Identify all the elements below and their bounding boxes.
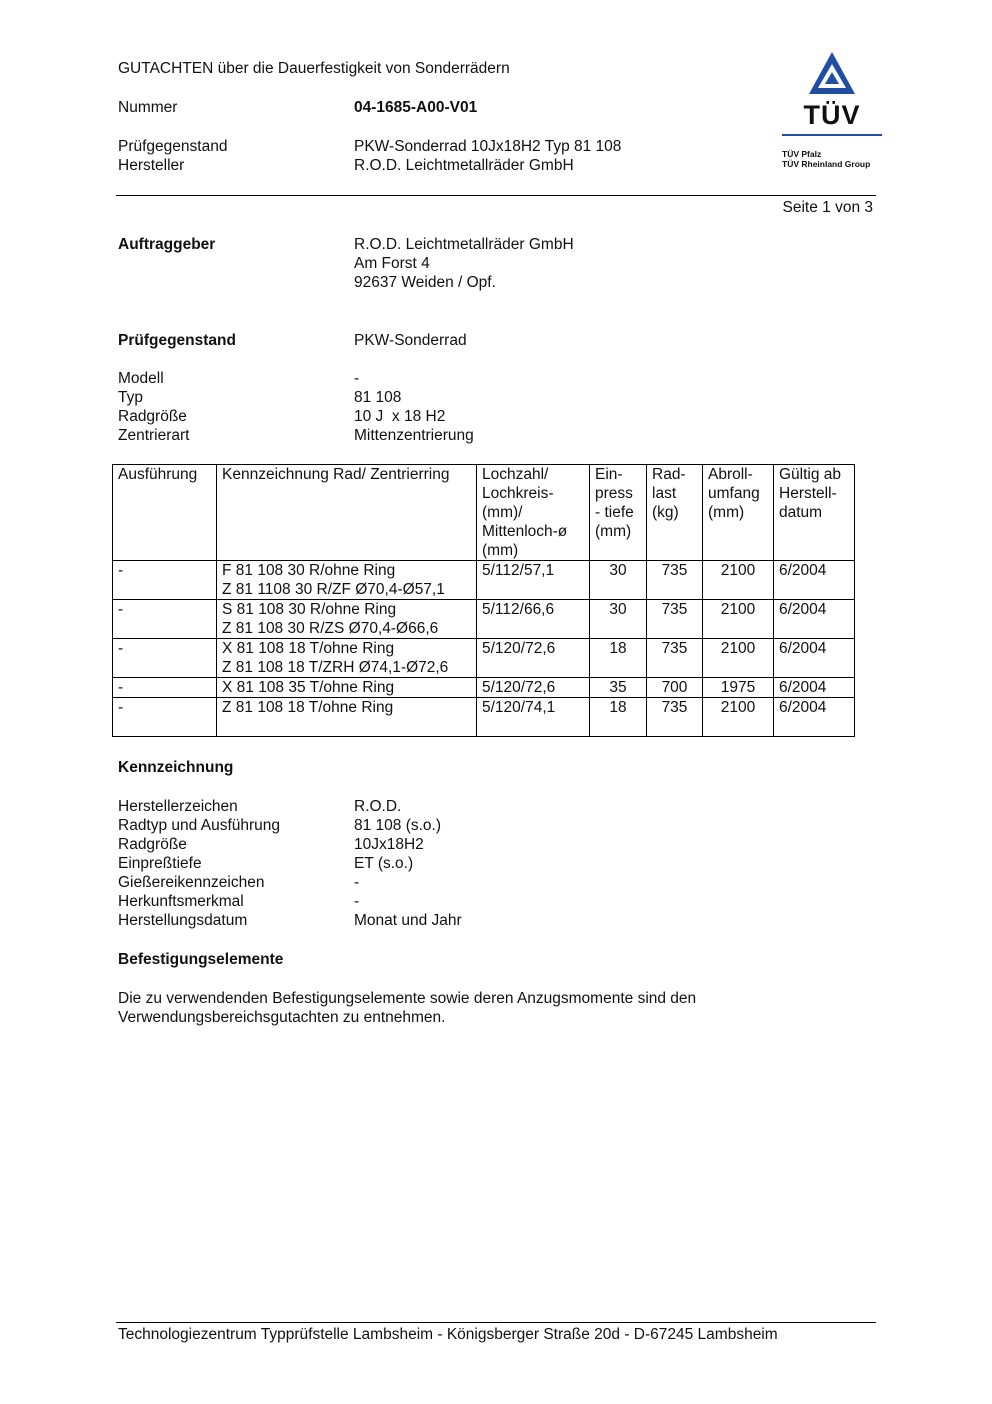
marking-value: - — [354, 893, 360, 910]
marking-value: 10Jx18H2 — [354, 836, 424, 853]
fastening-heading: Befestigungselemente — [118, 951, 284, 968]
spec-value-zentrierart: Mittenzentrierung — [354, 427, 474, 444]
number-value: 04-1685-A00-V01 — [354, 99, 478, 116]
table-cell: 2100 — [703, 600, 774, 639]
client-label: Auftraggeber — [118, 236, 216, 253]
table-header-cell: Ein- press - tiefe (mm) — [590, 465, 647, 561]
document-title: GUTACHTEN über die Dauerfestigkeit von Sonderrädern — [118, 60, 510, 77]
table-cell: 35 — [590, 678, 647, 698]
table-row — [113, 698, 855, 737]
table-header-cell: Abroll- umfang (mm) — [703, 465, 774, 561]
footer-address: Technologiezentrum Typprüfstelle Lambsheim - Königsberger Straße 20d - D-67245 Lambsheim — [118, 1326, 778, 1343]
footer-divider — [116, 1322, 876, 1323]
table-cell: 1975 — [703, 678, 774, 698]
spec-label-typ: Typ — [118, 389, 143, 406]
spec-value-typ: 81 108 — [354, 389, 402, 406]
table-row — [113, 639, 855, 678]
table-cell: 5/112/66,6 — [477, 600, 590, 639]
spec-value-radgroesse: 10 J x 18 H2 — [354, 408, 446, 425]
test-object-label: Prüfgegenstand — [118, 332, 236, 349]
table-header-cell: Lochzahl/ Lochkreis- (mm)/ Mittenloch-ø (mm) — [477, 465, 590, 561]
number-label: Nummer — [118, 99, 178, 116]
marking-value: Monat und Jahr — [354, 912, 462, 929]
marking-value: ET (s.o.) — [354, 855, 414, 872]
table-cell: 5/120/74,1 — [477, 698, 590, 737]
manufacturer-label: Hersteller — [118, 157, 185, 174]
table-cell: 6/2004 — [774, 561, 855, 600]
table-header-cell: Kennzeichnung Rad/ Zentrierring — [217, 465, 477, 561]
table-cell: 30 — [590, 600, 647, 639]
fastening-text-line-1: Die zu verwendenden Befestigungselemente sowie deren Anzugsmomente sind den — [118, 990, 697, 1007]
client-line-3: 92637 Weiden / Opf. — [354, 274, 496, 291]
table-cell: - — [113, 639, 217, 678]
marking-value: 81 108 (s.o.) — [354, 817, 442, 834]
table-cell: 6/2004 — [774, 678, 855, 698]
marking-label: Gießereikennzeichen — [118, 874, 265, 891]
spec-label-modell: Modell — [118, 370, 164, 387]
table-cell: 700 — [647, 678, 703, 698]
test-object-value: PKW-Sonderrad — [354, 332, 467, 349]
table-header-row — [113, 465, 855, 561]
logo-rule — [782, 134, 882, 136]
table-cell: - — [113, 678, 217, 698]
table-cell: - — [113, 600, 217, 639]
table-header-cell: Gültig ab Herstell- datum — [774, 465, 855, 561]
table-cell: 6/2004 — [774, 639, 855, 678]
header-divider — [116, 195, 876, 196]
client-line-2: Am Forst 4 — [354, 255, 430, 272]
table-header-cell: Rad- last (kg) — [647, 465, 703, 561]
table-cell: X 81 108 18 T/ohne Ring Z 81 108 18 T/ZRH Ø74,1-Ø72,6 — [217, 639, 477, 678]
subject-value: PKW-Sonderrad 10Jx18H2 Typ 81 108 — [354, 138, 622, 155]
table-header-cell: Ausführung — [113, 465, 217, 561]
marking-label: Herstellerzeichen — [118, 798, 238, 815]
table-cell: - — [113, 698, 217, 737]
table-cell: X 81 108 35 T/ohne Ring — [217, 678, 477, 698]
table-cell: 18 — [590, 639, 647, 678]
table-cell: 6/2004 — [774, 600, 855, 639]
table-cell: S 81 108 30 R/ohne Ring Z 81 108 30 R/ZS Ø70,4-Ø66,6 — [217, 600, 477, 639]
subject-label: Prüfgegenstand — [118, 138, 228, 155]
client-line-1: R.O.D. Leichtmetallräder GmbH — [354, 236, 574, 253]
marking-label: Einpreßtiefe — [118, 855, 202, 872]
table-cell: 735 — [647, 639, 703, 678]
table-cell: 2100 — [703, 639, 774, 678]
marking-value: - — [354, 874, 360, 891]
logo-subline-2: TÜV Rheinland Group — [782, 159, 871, 169]
table-cell: 5/120/72,6 — [477, 678, 590, 698]
marking-heading: Kennzeichnung — [118, 759, 234, 776]
table-cell: 735 — [647, 561, 703, 600]
marking-label: Radtyp und Ausführung — [118, 817, 281, 834]
page-number: Seite 1 von 3 — [782, 199, 873, 216]
table-cell: Z 81 108 18 T/ohne Ring — [217, 698, 477, 737]
logo-wordmark: TÜV — [803, 100, 861, 130]
table-cell: 2100 — [703, 561, 774, 600]
table-cell: 30 — [590, 561, 647, 600]
table-cell: - — [113, 561, 217, 600]
manufacturer-value: R.O.D. Leichtmetallräder GmbH — [354, 157, 574, 174]
wheel-spec-table — [112, 464, 855, 737]
marking-value: R.O.D. — [354, 798, 402, 815]
table-row — [113, 678, 855, 698]
table-cell: 735 — [647, 600, 703, 639]
table-cell: 5/112/57,1 — [477, 561, 590, 600]
spec-label-zentrierart: Zentrierart — [118, 427, 190, 444]
table-cell: 2100 — [703, 698, 774, 737]
tuv-logo — [782, 50, 882, 172]
table-cell: F 81 108 30 R/ohne Ring Z 81 1108 30 R/ZF Ø70,4-Ø57,1 — [217, 561, 477, 600]
tuv-triangle-icon — [782, 50, 882, 100]
table-row — [113, 600, 855, 639]
logo-subline-1: TÜV Pfalz — [782, 149, 822, 159]
table-cell: 5/120/72,6 — [477, 639, 590, 678]
fastening-text-line-2: Verwendungsbereichsgutachten zu entnehmen. — [118, 1009, 446, 1026]
table-cell: 735 — [647, 698, 703, 737]
marking-label: Radgröße — [118, 836, 187, 853]
marking-label: Herkunftsmerkmal — [118, 893, 244, 910]
table-cell: 18 — [590, 698, 647, 737]
table-cell: 6/2004 — [774, 698, 855, 737]
table-row — [113, 561, 855, 600]
marking-label: Herstellungsdatum — [118, 912, 248, 929]
spec-value-modell: - — [354, 370, 360, 387]
spec-label-radgroesse: Radgröße — [118, 408, 187, 425]
